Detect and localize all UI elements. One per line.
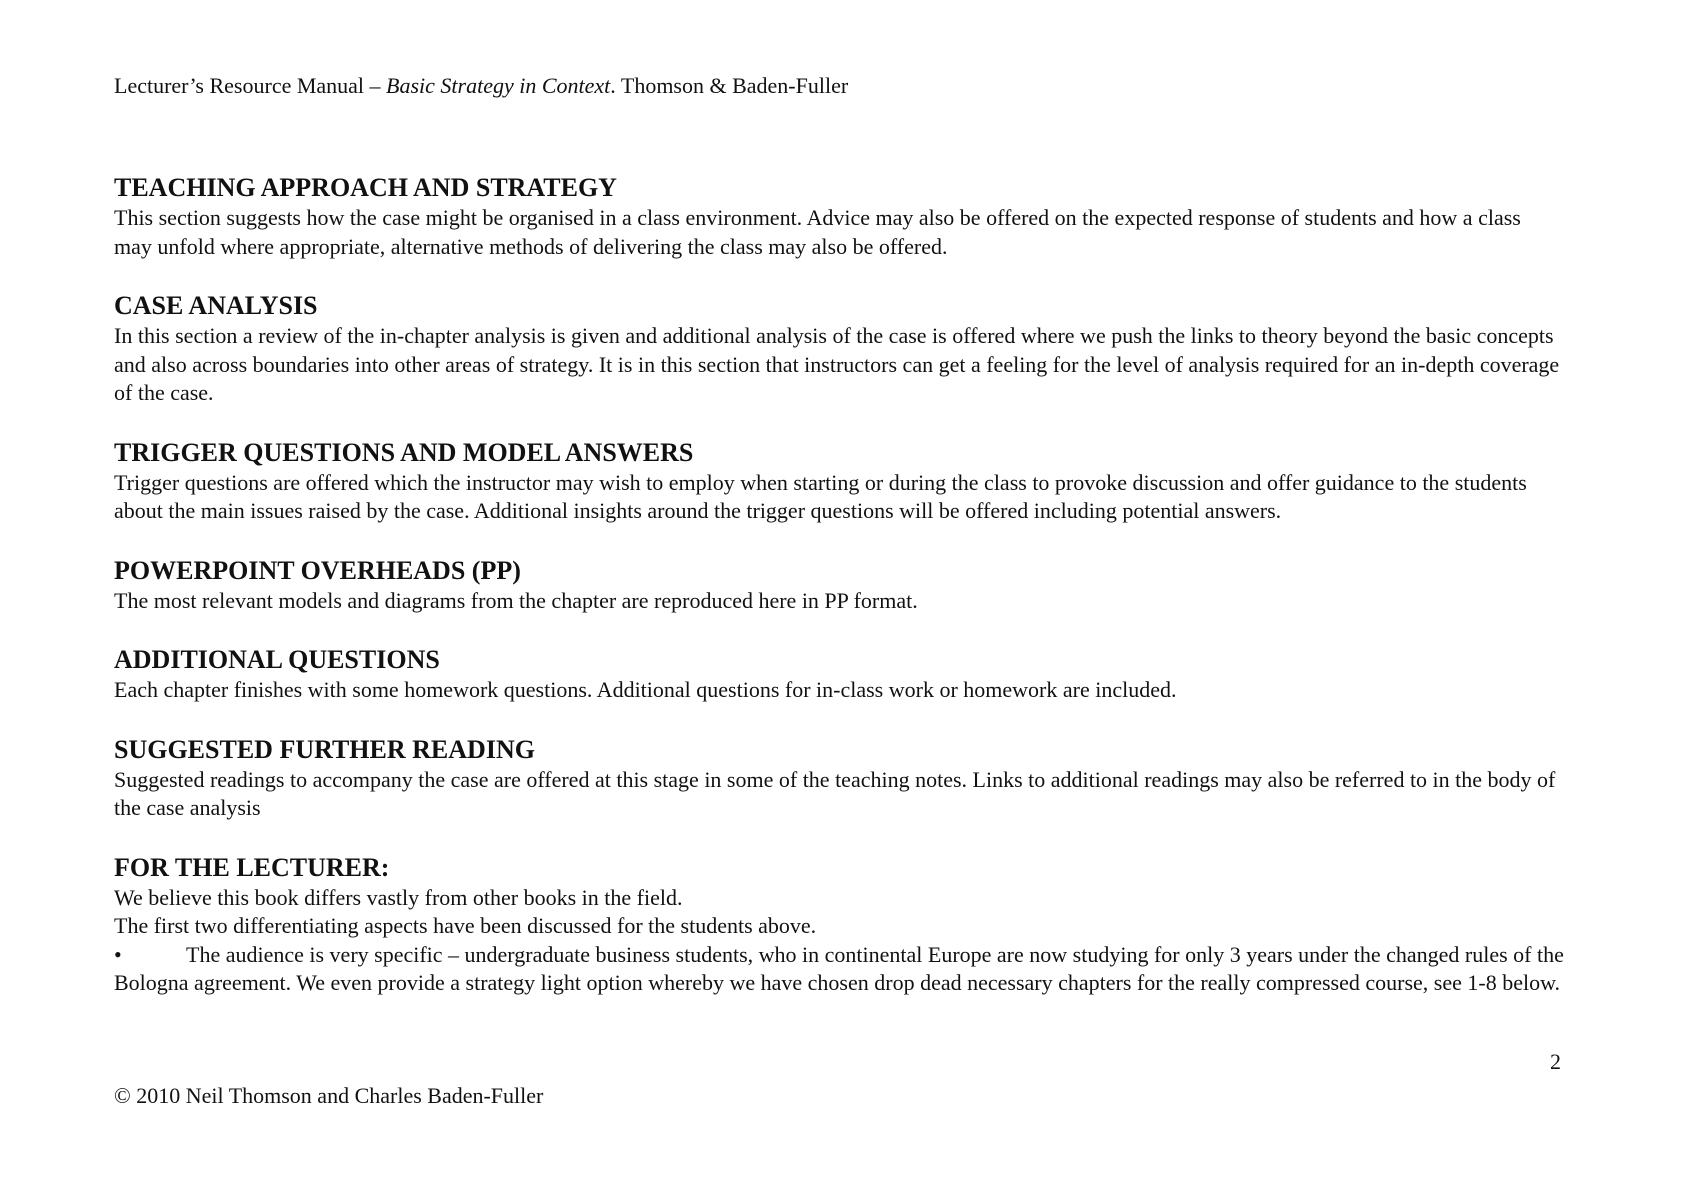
section-heading: ADDITIONAL QUESTIONS <box>114 645 440 674</box>
section-further-reading <box>114 734 1564 823</box>
header-suffix: . Thomson & Baden-Fuller <box>610 73 849 98</box>
page-content <box>114 172 1564 1027</box>
header-book-title: Basic Strategy in Context <box>386 73 611 98</box>
section-body: This section suggests how the case might be organised in a class environment. Advice may also be offered on the expected response of students and how a class may unfold where appropriate, alternative methods of delivering the class may also be offered. <box>114 205 1521 259</box>
section-body: The most relevant models and diagrams from the chapter are reproduced here in PP format. <box>114 587 918 613</box>
section-case-analysis <box>114 290 1564 408</box>
header-prefix: Lecturer’s Resource Manual – <box>114 73 387 98</box>
section-powerpoint-overheads <box>114 555 1564 616</box>
footer-text: © 2010 Neil Thomson and Charles Baden-Fuller <box>114 1083 544 1108</box>
section-heading: TEACHING APPROACH AND STRATEGY <box>114 173 617 202</box>
section-heading: FOR THE LECTURER: <box>114 852 390 882</box>
section-heading: POWERPOINT OVERHEADS (PP) <box>114 555 521 585</box>
section-heading: SUGGESTED FURTHER READING <box>114 734 535 764</box>
section-trigger-questions <box>114 437 1564 526</box>
bullet-item: • The audience is very specific – undergraduate business students, who in continental Europe are now studying for only 3 years under the changed rules of the Bologna agreement. We even provide a strategy light option whereby we have chosen drop dead necessary chapters for the really compressed course, see 1-8 below. <box>114 941 1564 998</box>
section-heading: TRIGGER QUESTIONS AND MODEL ANSWERS <box>114 437 694 467</box>
lecturer-line-1: We believe this book differs vastly from other books in the field. <box>114 884 683 910</box>
running-header <box>114 73 848 99</box>
section-body: Suggested readings to accompany the case are offered at this stage in some of the teaching notes. Links to additional readings may also be referred to in the body of the case analysis <box>114 766 1556 820</box>
section-additional-questions <box>114 644 1564 705</box>
lecturer-line-2: The first two differentiating aspects have been discussed for the students above. <box>114 913 817 938</box>
section-for-the-lecturer <box>114 852 1564 998</box>
section-teaching-approach <box>114 172 1564 261</box>
section-body: Each chapter finishes with some homework questions. Additional questions for in-class work or homework are included. <box>114 677 1177 702</box>
page-number: 2 <box>1550 1049 1561 1074</box>
section-body: Trigger questions are offered which the instructor may wish to employ when starting or during the class to provoke discussion and offer guidance to the students about the main issues raised by the case. Additional insights around the trigger questions will be offered including potential answers. <box>114 469 1527 523</box>
section-body: In this section a review of the in-chapter analysis is given and additional analysis of the case is offered where we push the links to theory beyond the basic concepts and also across boundaries into other areas of strategy. It is in this section that instructors can get a feeling for the level of analysis required for an in-depth coverage of the case. <box>114 323 1560 405</box>
section-heading: CASE ANALYSIS <box>114 291 318 320</box>
bullet-text: The audience is very specific – undergraduate business students, who in continental Europe are now studying for only 3 years under the changed rules of the Bologna agreement. We even provide a strategy light option whereby we have chosen drop dead necessary chapters for the really compressed course, see 1-8 below. <box>114 941 1564 995</box>
footer-copyright <box>114 1083 544 1108</box>
